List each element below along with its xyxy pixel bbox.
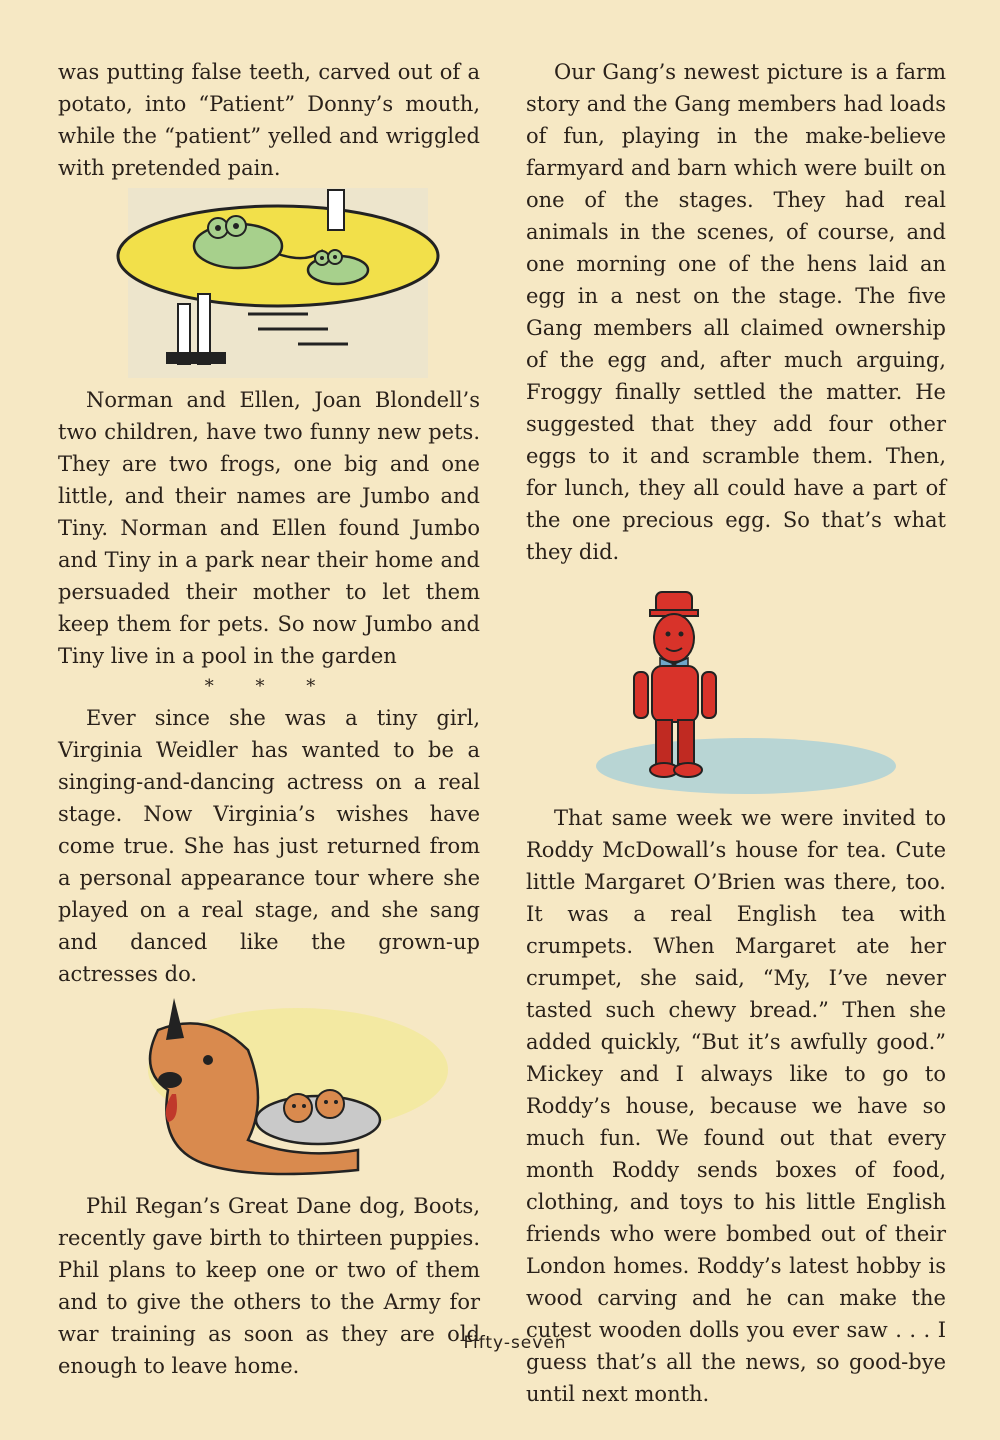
right-column <box>526 56 946 1410</box>
paragraph-virginia-weidler: Ever since she was a tiny girl, Virginia Weidler has wanted to be a singing-and-dancing actress on a real stage. Now Virginia’s wishes have come true. She has just returned from a personal appearance tour where she played on a real stage, and she sang and danced like the grown-up actresses do. <box>58 706 480 986</box>
frogs-illustration <box>58 184 480 384</box>
paragraph-great-dane: Phil Regan’s Great Dane dog, Boots, recently gave birth to thirteen puppies. Phil plans to keep one or two of them and to give the others to the Army for war training as soon as they are old enough to leave home. <box>58 1194 480 1378</box>
paragraph-frogs: Norman and Ellen, Joan Blondell’s two children, have two funny new pets. They are two frogs, one big and one little, and their names are Jumbo and Tiny. Norman and Ellen found Jumbo and Tiny in a park near their home and persuaded their mother to let them keep them for pets. So now Jumbo and Tiny live in a pool in the garden <box>58 388 480 668</box>
section-separator: * * * <box>204 676 334 697</box>
paragraph-false-teeth: was putting false teeth, carved out of a potato, into “Patient” Donny’s mouth, while the “patient” yelled and wriggled with pretended pain. <box>58 60 480 180</box>
dog-illustration <box>58 990 480 1190</box>
page-number: Fifty-seven <box>463 1333 567 1353</box>
paragraph-roddy-mcdowall: That same week we were invited to Roddy McDowall’s house for tea. Cute little Margaret O’Brien was there, too. It was a real English tea with crumpets. When Margaret ate her crumpet, she said, “My, I’ve never tasted such chewy bread.” Then she added quickly, “But it’s awfully good.” Mickey and I always like to go to Roddy’s house, because we have so much fun. We found out that every month Roddy sends boxes of food, clothing, and toys to his little English friends who were bombed out of their London homes. Roddy’s latest hobby is wood carving and he can make the cutest wooden dolls you ever saw . . . I guess that’s all the news, so good-bye until next month. <box>526 806 946 1406</box>
paragraph-our-gang: Our Gang’s newest picture is a farm story and the Gang members had loads of fun, playing in the make-believe farmyard and barn which were built on one of the stages. They had real animals in the scenes, of course, and one morning one of the hens laid an egg in a nest on the stage. The five Gang members all claimed ownership of the egg and, after much arguing, Froggy finally settled the matter. He suggested that they add four other eggs to it and scramble them. Then, for lunch, they all could have a part of the one precious egg. So that’s what they did. <box>526 60 946 564</box>
left-column <box>58 56 480 1382</box>
wooden-doll-illustration <box>526 576 946 802</box>
